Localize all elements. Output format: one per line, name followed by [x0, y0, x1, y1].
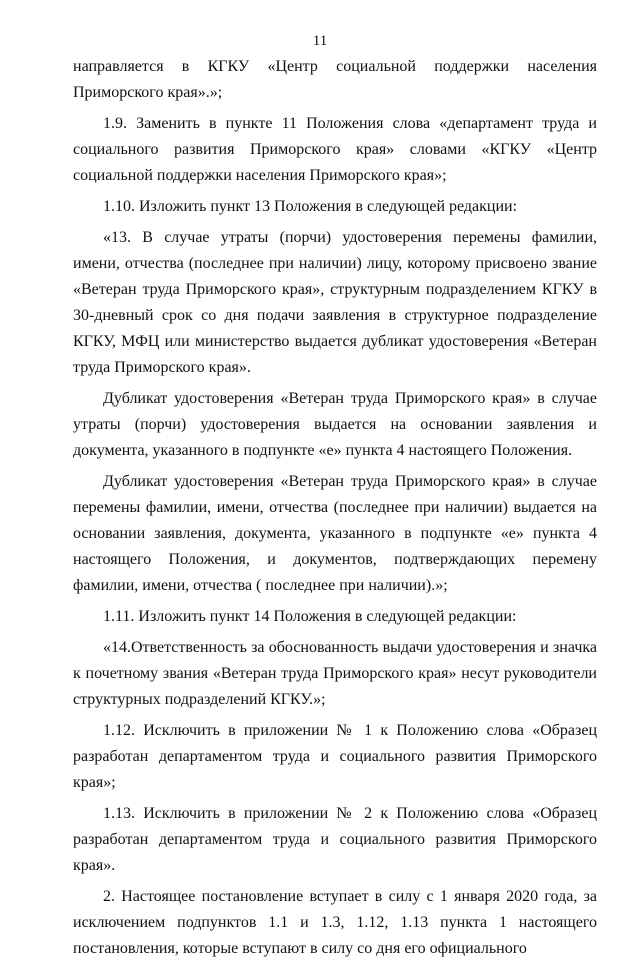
paragraph-item-1-12: 1.12. Исключить в приложении № 1 к Положению слова «Образец разработан департаментом труда и социального развития Приморского края»;	[73, 722, 597, 791]
paragraph-item-1-13: 1.13. Исключить в приложении № 2 к Положению слова «Образец разработан департаментом труда и социального развития Приморского края».	[73, 805, 597, 874]
paragraph-duplicate-loss: Дубликат удостоверения «Ветеран труда Приморского края» в случае утраты (порчи) удостоверения выдается на основании заявления и документа, указанного в подпункте «е» пункта 4 настоящего Положения.	[73, 390, 597, 459]
paragraph-item-1-10: 1.10. Изложить пункт 13 Положения в следующей редакции:	[103, 198, 518, 215]
paragraph-continuation: направляется в КГКУ «Центр социальной поддержки населения Приморского края».»;	[73, 58, 597, 101]
paragraph-quote-14: «14.Ответственность за обоснованность выдачи удостоверения и значка к почетному звания «Ветеран труда Приморского края» несут руководители структурных подразделений КГКУ.»;	[73, 639, 597, 708]
paragraph-item-1-11: 1.11. Изложить пункт 14 Положения в следующей редакции:	[103, 608, 517, 625]
page-number: 11	[312, 33, 328, 49]
paragraph-item-1-9: 1.9. Заменить в пункте 11 Положения слова «департамент труда и социального развития Приморского края» словами «КГКУ «Центр социальной поддержки населения Приморского края»;	[73, 115, 597, 184]
paragraph-duplicate-name-change: Дубликат удостоверения «Ветеран труда Приморского края» в случае перемены фамилии, имени, отчества (последнее при наличии) выдается на основании заявления, документа, указанного в подпункте «е» пункта 4 настоящего Положения, и документов, подтверждающих перемену фамилии, имени, отчества ( последнее при наличии).»;	[73, 473, 597, 594]
paragraph-item-2: 2. Настоящее постановление вступает в силу с 1 января 2020 года, за исключением подпунктов 1.1 и 1.3, 1.12, 1.13 пункта 1 настоящего постановления, которые вступают в силу со дня его официального	[73, 888, 597, 957]
paragraph-quote-13: «13. В случае утраты (порчи) удостоверения перемены фамилии, имени, отчества (последнее при наличии) лицу, которому присвоено звание «Ветеран труда Приморского края», структурным подразделением КГКУ в 30-дневный срок со дня подачи заявления в структурное подразделение КГКУ, МФЦ или министерство выдается дубликат удостоверения «Ветеран труда Приморского края».	[73, 229, 597, 376]
document-body	[73, 54, 597, 967]
